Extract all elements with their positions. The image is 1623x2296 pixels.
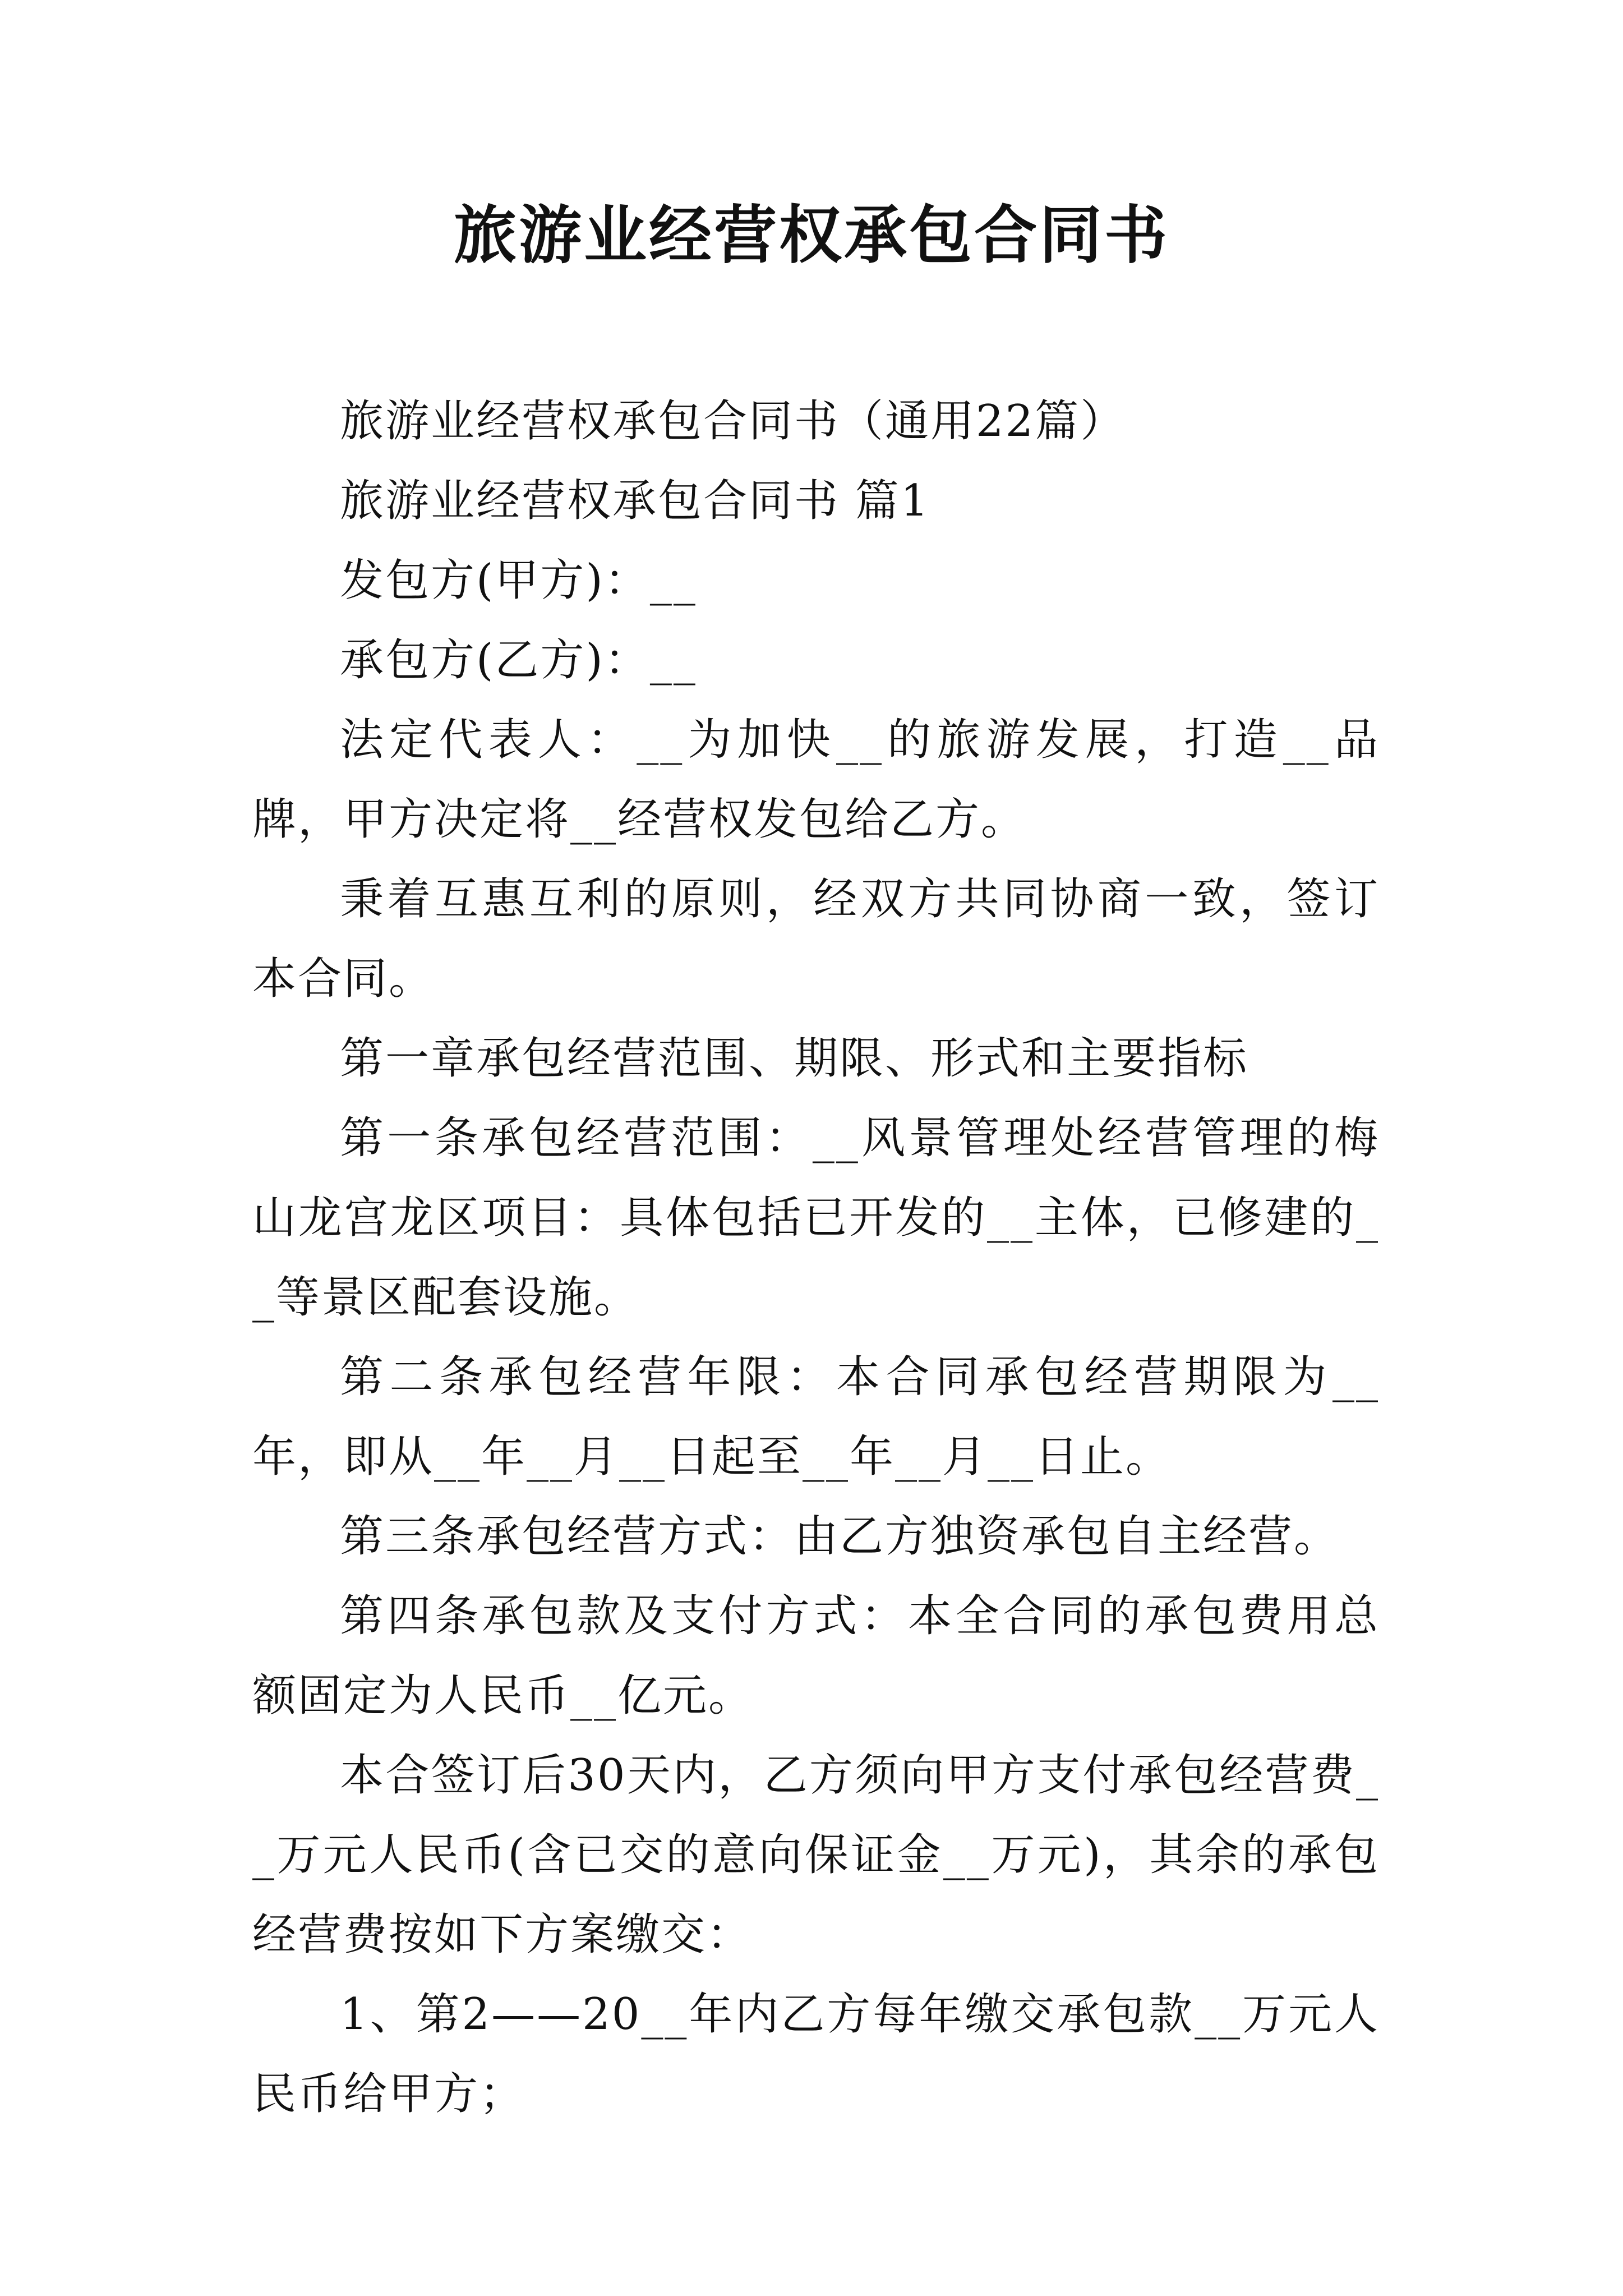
document-body xyxy=(252,381,1380,2134)
paragraph: 旅游业经营权承包合同书（通用22篇） xyxy=(340,396,1126,447)
paragraph: 旅游业经营权承包合同书 篇1 xyxy=(340,476,930,526)
paragraph: 第一章承包经营范围、期限、形式和主要指标 xyxy=(340,1033,1249,1084)
paragraph: 发包方(甲方)：__ xyxy=(340,555,697,606)
paragraph: 第四条承包款及支付方式：本全合同的承包费用总额固定为人民币__亿元。 xyxy=(252,1591,1380,1721)
paragraph: 承包方(乙方)：__ xyxy=(340,635,697,685)
document-title: 旅游业经营权承包合同书 xyxy=(454,199,1169,272)
paragraph: 法定代表人：__为加快__的旅游发展，打造__品牌，甲方决定将__经营权发包给乙方。 xyxy=(252,715,1380,845)
paragraph: 第三条承包经营方式：由乙方独资承包自主经营。 xyxy=(340,1511,1340,1562)
paragraph: 秉着互惠互利的原则，经双方共同协商一致，签订本合同。 xyxy=(252,874,1380,1004)
paragraph: 第一条承包经营范围：__风景管理处经营管理的梅山龙宫龙区项目：具体包括已开发的__主体，已修建的__等景区配套设施。 xyxy=(252,1113,1380,1323)
paragraph: 1、第2——20__年内乙方每年缴交承包款__万元人民币给甲方； xyxy=(252,1989,1380,2119)
paragraph: 第二条承包经营年限：本合同承包经营期限为__年，即从__年__月__日起至__年__月__日止。 xyxy=(252,1352,1380,1482)
paragraph: 本合签订后30天内，乙方须向甲方支付承包经营费__万元人民币(含已交的意向保证金__万元)，其余的承包经营费按如下方案缴交： xyxy=(252,1750,1380,1960)
